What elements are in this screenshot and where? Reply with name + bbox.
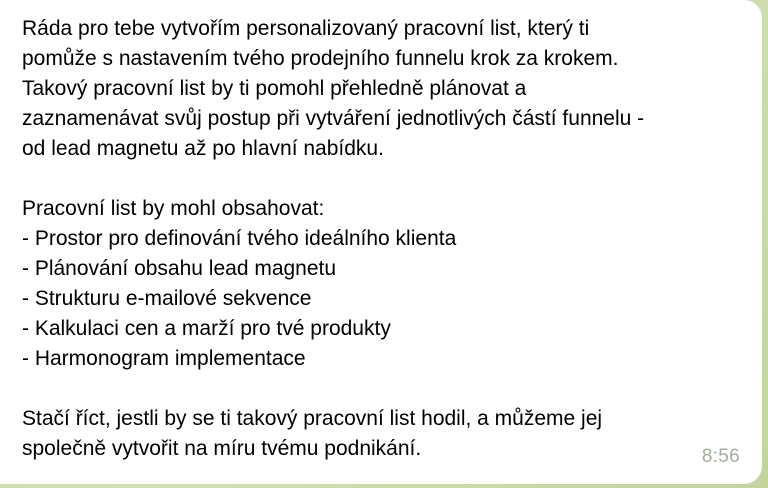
message-line: Ráda pro tebe vytvořím personalizovaný pracovní list, který ti xyxy=(22,17,590,40)
message-line: zaznamenávat svůj postup při vytváření jednotlivých částí funnelu - xyxy=(22,107,645,130)
message-text xyxy=(22,14,746,464)
message-timestamp: 8:56 xyxy=(701,446,740,467)
message-line: pomůže s nastavením tvého prodejního funnelu krok za krokem. xyxy=(22,47,619,70)
list-item: - Strukturu e-mailové sekvence xyxy=(22,287,312,310)
list-item: - Kalkulaci cen a marží pro tvé produkty xyxy=(22,317,391,340)
message-line: od lead magnetu až po hlavní nabídku. xyxy=(22,137,384,160)
list-intro: Pracovní list by mohl obsahovat: xyxy=(22,197,325,220)
paragraph-gap xyxy=(22,164,746,194)
message-line: společně vytvořit na míru tvému podnikání. xyxy=(22,437,422,460)
list-item: - Plánování obsahu lead magnetu xyxy=(22,257,337,280)
message-line: Stačí říct, jestli by se ti takový pracovní list hodil, a můžeme jej xyxy=(22,407,603,430)
message-line: Takový pracovní list by ti pomohl přehledně plánovat a xyxy=(22,77,527,100)
paragraph-gap xyxy=(22,374,746,404)
list-item: - Prostor pro definování tvého ideálního klienta xyxy=(22,227,457,250)
list-item: - Harmonogram implementace xyxy=(22,347,306,370)
